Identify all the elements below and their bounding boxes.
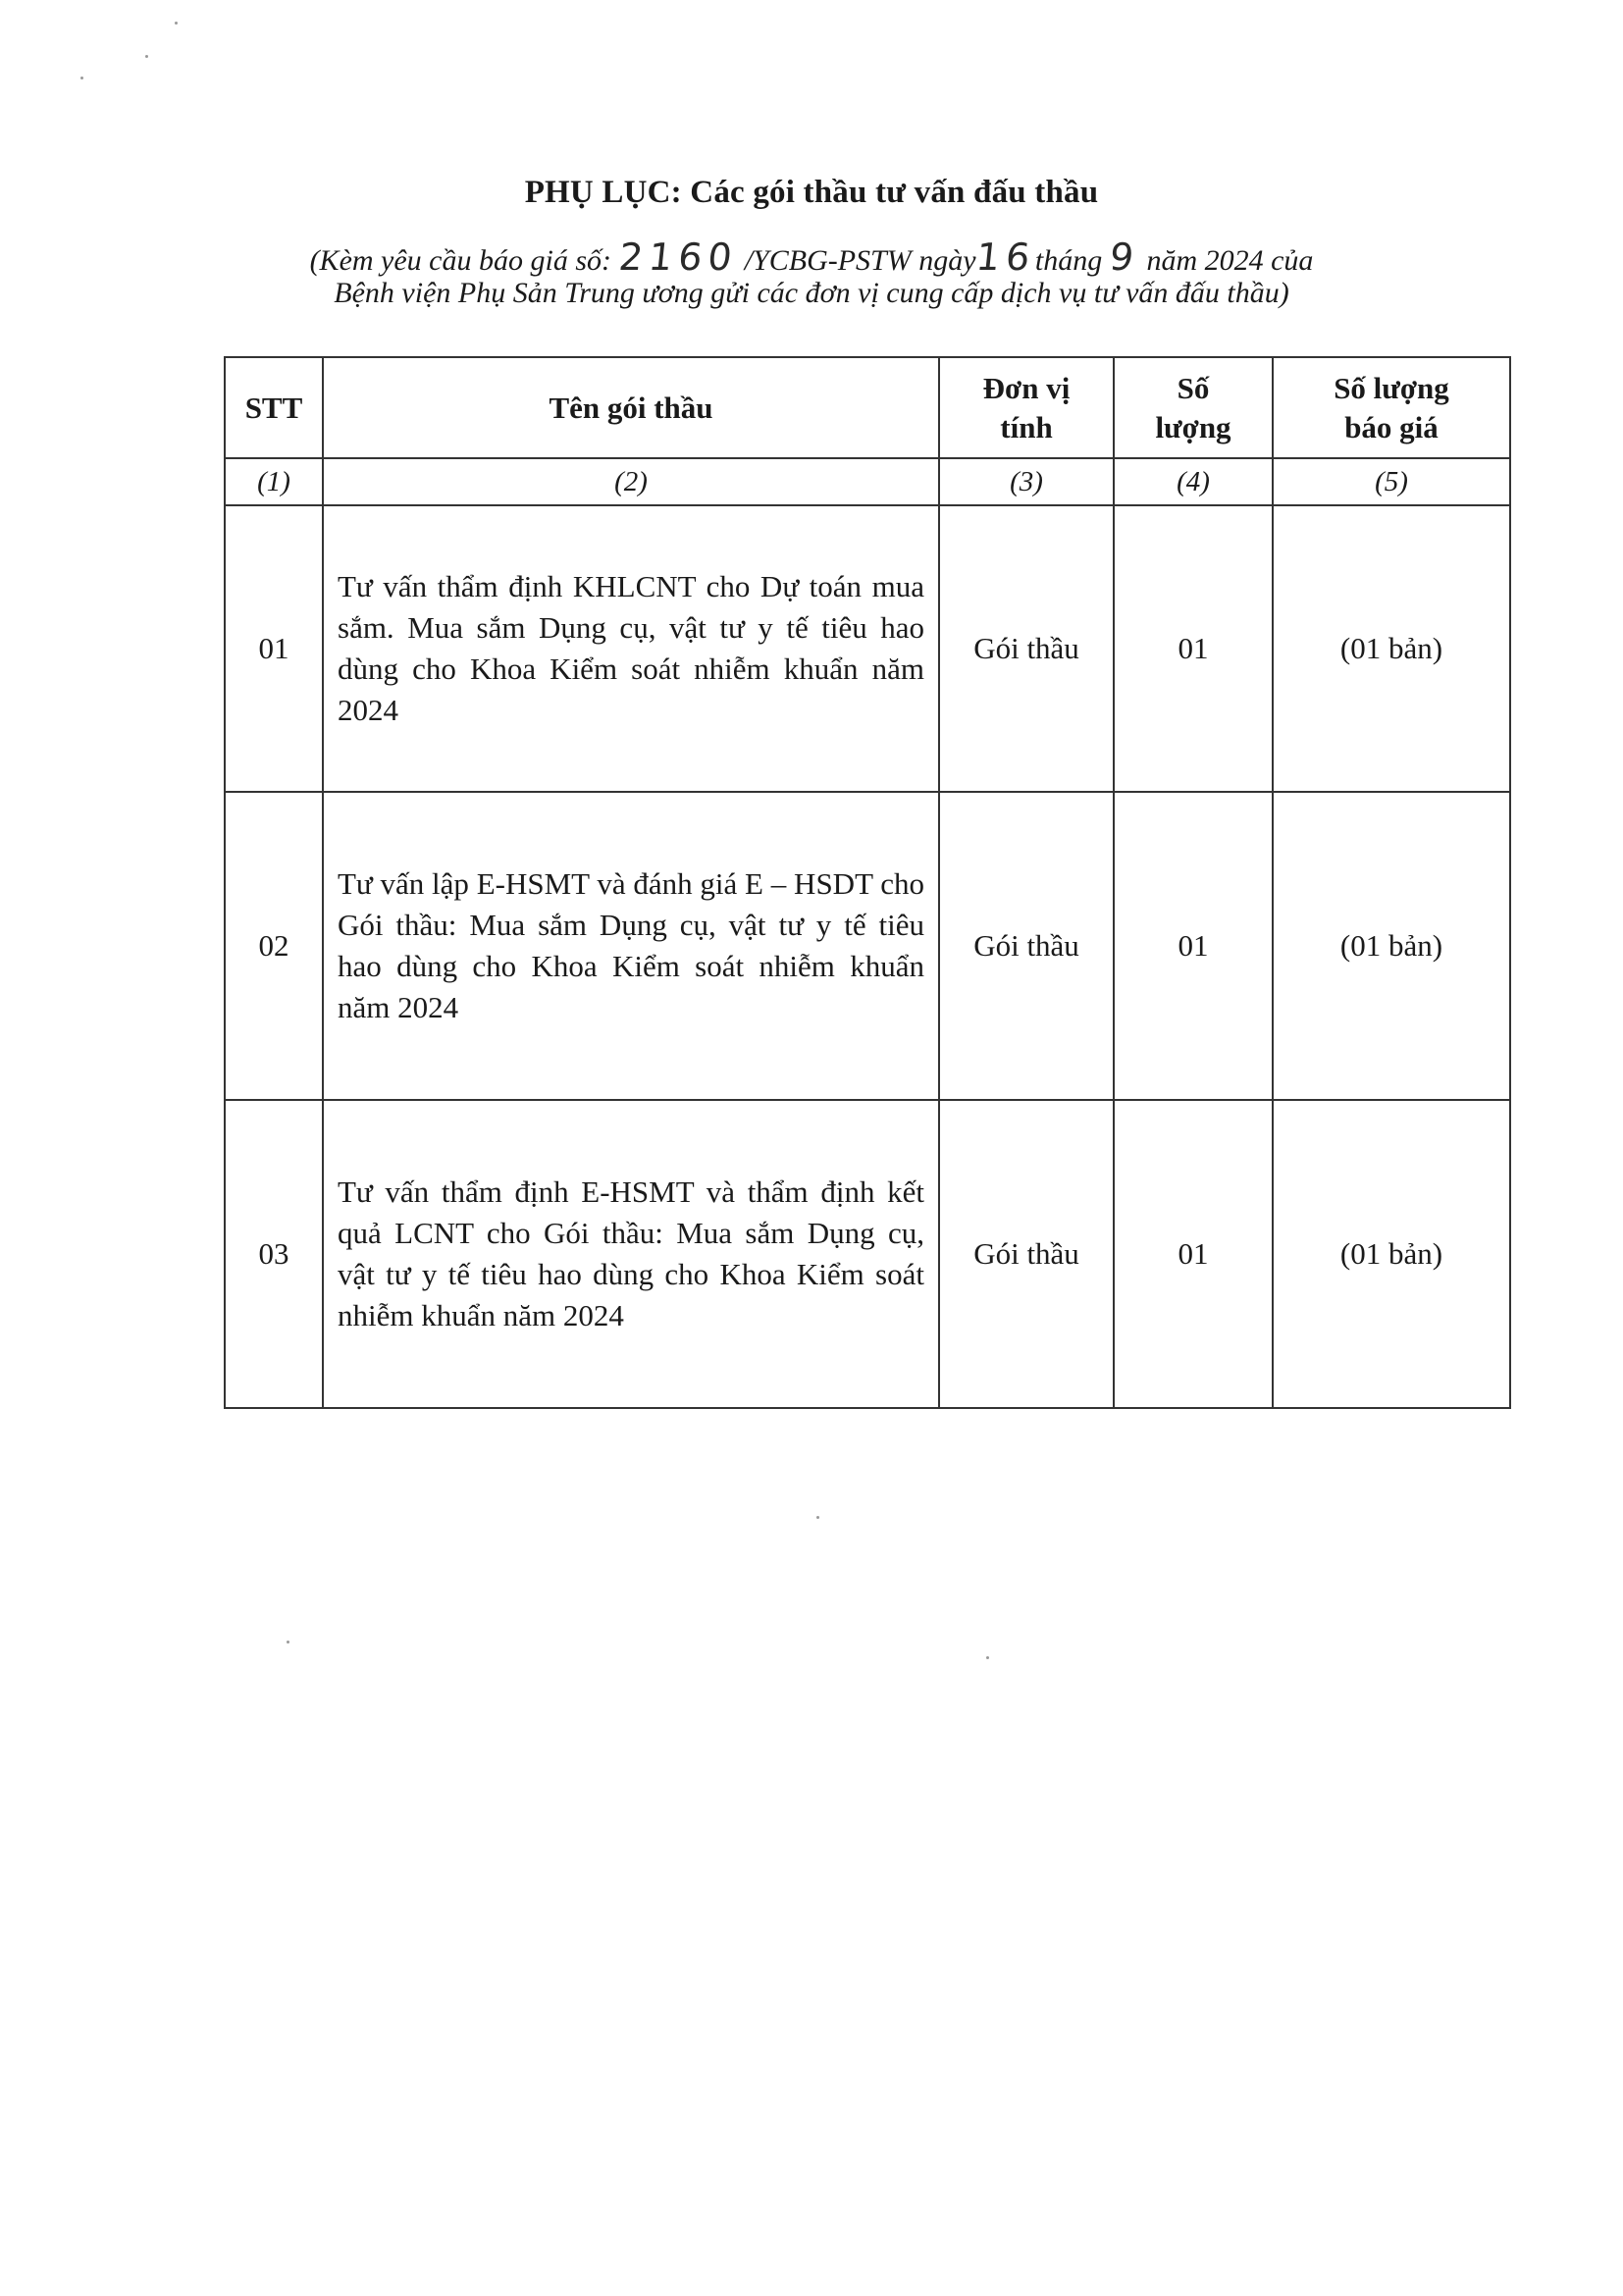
header-quantity xyxy=(1114,357,1273,458)
scan-speck xyxy=(175,22,178,25)
subtitle-year: năm 2024 của xyxy=(1138,244,1314,277)
row-stt: 01 xyxy=(225,505,323,792)
header-unit-line2: tính xyxy=(1000,409,1053,444)
subtitle-line-2: Bệnh viện Phụ Sản Trung ương gửi các đơn vị cung cấp dịch vụ tư vấn đấu thầu) xyxy=(334,277,1289,309)
scan-speck xyxy=(287,1641,289,1644)
table-row xyxy=(225,1100,1510,1408)
row-unit: Gói thầu xyxy=(939,505,1114,792)
header-quantity-line2: lượng xyxy=(1155,409,1231,444)
bid-package-table xyxy=(224,356,1511,1409)
row-quantity: 01 xyxy=(1114,505,1273,792)
handwritten-month: 9 xyxy=(1107,235,1142,279)
document-title: PHỤ LỤC: Các gói thầu tư vấn đấu thầu xyxy=(524,175,1099,210)
header-quote-quantity xyxy=(1273,357,1510,458)
column-number: (4) xyxy=(1114,458,1273,505)
column-number: (2) xyxy=(323,458,939,505)
header-quote-line2: báo giá xyxy=(1344,409,1439,444)
scan-speck xyxy=(80,77,83,79)
header-stt: STT xyxy=(225,357,323,458)
table-row xyxy=(225,792,1510,1100)
row-package-name: Tư vấn lập E-HSMT và đánh giá E – HSDT cho Gói thầu: Mua sắm Dụng cụ, vật tư y tế tiêu hao dùng cho Khoa Kiểm soát nhiễm khuẩn năm 2024 xyxy=(323,792,939,1100)
header-unit xyxy=(939,357,1114,458)
row-quantity: 01 xyxy=(1114,1100,1273,1408)
row-package-name: Tư vấn thẩm định KHLCNT cho Dự toán mua sắm. Mua sắm Dụng cụ, vật tư y tế tiêu hao dùng cho Khoa Kiểm soát nhiễm khuẩn năm 2024 xyxy=(323,505,939,792)
row-unit: Gói thầu xyxy=(939,792,1114,1100)
column-number: (5) xyxy=(1273,458,1510,505)
column-number: (3) xyxy=(939,458,1114,505)
row-stt: 02 xyxy=(225,792,323,1100)
scan-speck xyxy=(145,55,148,58)
row-quote-quantity: (01 bản) xyxy=(1273,505,1510,792)
row-quote-quantity: (01 bản) xyxy=(1273,792,1510,1100)
table-header-row xyxy=(225,357,1510,458)
subtitle-line-1 xyxy=(0,235,1623,279)
subtitle-month-label: tháng xyxy=(1034,244,1110,277)
table-row xyxy=(225,505,1510,792)
row-package-name: Tư vấn thẩm định E-HSMT và thẩm định kết quả LCNT cho Gói thầu: Mua sắm Dụng cụ, vật tư y tế tiêu hao dùng cho Khoa Kiểm soát nhiễm khuẩn năm 2024 xyxy=(323,1100,939,1408)
header-package-name: Tên gói thầu xyxy=(323,357,939,458)
row-unit: Gói thầu xyxy=(939,1100,1114,1408)
row-quote-quantity: (01 bản) xyxy=(1273,1100,1510,1408)
header-quantity-line1: Số xyxy=(1177,370,1210,405)
row-quantity: 01 xyxy=(1114,792,1273,1100)
subtitle-prefix: (Kèm yêu cầu báo giá số: xyxy=(309,244,619,277)
subtitle-code: /YCBG-PSTW ngày xyxy=(737,244,976,277)
header-unit-line1: Đơn vị xyxy=(982,370,1071,405)
scan-speck xyxy=(986,1656,989,1659)
column-number: (1) xyxy=(225,458,323,505)
scan-speck xyxy=(816,1516,819,1519)
handwritten-request-number: 2160 xyxy=(616,235,740,279)
handwritten-day: 16 xyxy=(973,235,1038,279)
row-stt: 03 xyxy=(225,1100,323,1408)
column-number-row xyxy=(225,458,1510,505)
header-quote-line1: Số lượng xyxy=(1334,370,1449,405)
